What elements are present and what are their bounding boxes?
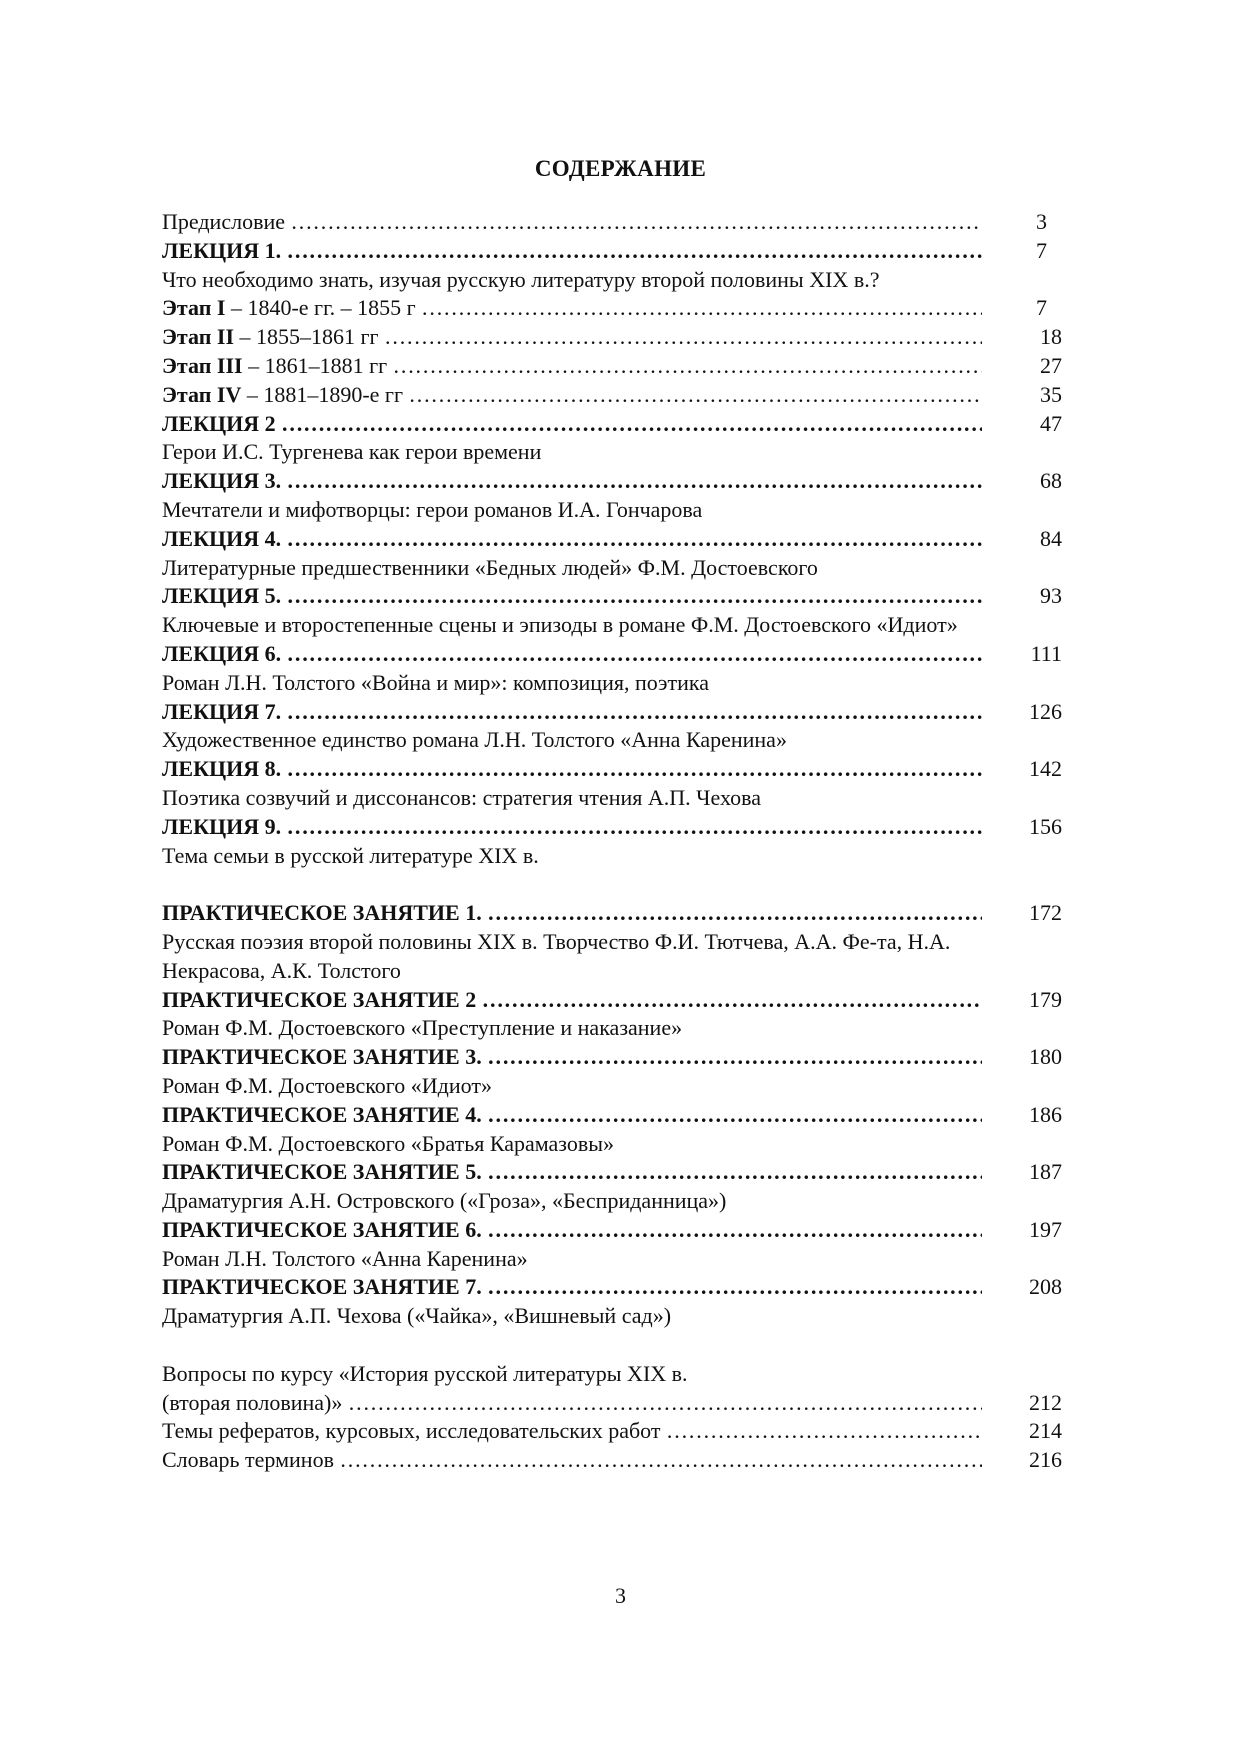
toc-page-number: 3 <box>1036 209 1047 234</box>
toc-entry-lecture-4[interactable] <box>162 525 1062 554</box>
table-of-contents <box>162 208 1062 1475</box>
toc-entry-questions[interactable] <box>162 1389 1062 1418</box>
toc-entry-practice-5[interactable] <box>162 1158 1062 1187</box>
toc-entry-label: ПРАКТИЧЕСКОЕ ЗАНЯТИЕ 7. ………………………………………………………………………………………………………………………………………………………………………………………………… <box>162 1273 982 1302</box>
toc-entry-label: ЛЕКЦИЯ 4. ………………………………………………………………………………………………………………………………………………………………………………………………… <box>162 525 982 554</box>
toc-page-number: 7 <box>1036 295 1047 321</box>
toc-entry-label: Предисловие ………………………………………………………………………………………………………………………………………………………………………………………………… <box>162 208 982 237</box>
toc-entry-subtitle: Что необходимо знать, изучая русскую литературу второй половины XIX в.? <box>162 266 880 292</box>
toc-entry-subtitle: Роман Ф.М. Достоевского «Братья Карамазовы» <box>162 1130 615 1156</box>
toc-entry-label: ПРАКТИЧЕСКОЕ ЗАНЯТИЕ 1. ………………………………………………………………………………………………………………………………………………………………………………………………… <box>162 899 982 928</box>
stage-period: – 1881–1890-е гг <box>241 381 403 407</box>
toc-page-number: 18 <box>1040 324 1062 350</box>
toc-entry-subtitle: Литературные предшественники «Бедных людей» Ф.М. Достоевского <box>162 554 818 580</box>
section-spacer <box>162 1331 1062 1360</box>
toc-entry-subtitle: Художественное единство романа Л.Н. Толстого «Анна Каренина» <box>162 727 787 753</box>
toc-entry-lecture-2[interactable] <box>162 410 1062 439</box>
toc-entry-subtitle: Ключевые и второстепенные сцены и эпизоды в романе Ф.М. Достоевского «Идиот» <box>162 612 958 638</box>
stage-label: Этап IV <box>162 381 242 407</box>
toc-page-number: 172 <box>1029 900 1062 926</box>
toc-entry-lecture-3[interactable] <box>162 467 1062 496</box>
toc-entry-lecture-1[interactable] <box>162 237 1062 266</box>
toc-page-number: 214 <box>1029 1418 1062 1444</box>
stage-period: – 1840-е гг. – 1855 г <box>225 295 416 321</box>
toc-entry-stage-3[interactable] <box>162 352 1062 381</box>
toc-page-number: 111 <box>1030 640 1062 666</box>
toc-entry-stage-1[interactable] <box>162 294 1062 323</box>
toc-entry-label: ЛЕКЦИЯ 5. ………………………………………………………………………………………………………………………………………………………………………………………………… <box>162 582 982 611</box>
toc-entry-subtitle: Роман Л.Н. Толстого «Война и мир»: композиция, поэтика <box>162 669 709 695</box>
toc-entry-lecture-7[interactable] <box>162 698 1062 727</box>
toc-entry-label: ЛЕКЦИЯ 8. ………………………………………………………………………………………………………………………………………………………………………………………………… <box>162 755 982 784</box>
toc-entry-lecture-9[interactable] <box>162 813 1062 842</box>
toc-entry-label: ЛЕКЦИЯ 3. ………………………………………………………………………………………………………………………………………………………………………………………………… <box>162 467 982 496</box>
toc-entry-label: Словарь терминов ………………………………………………………………………………………………………………………………………………………………………………………………… <box>162 1446 982 1475</box>
toc-entry-label: ЛЕКЦИЯ 7. ………………………………………………………………………………………………………………………………………………………………………………………………… <box>162 698 982 727</box>
toc-page-number: 126 <box>1029 698 1062 724</box>
toc-entry-label: Темы рефератов, курсовых, исследовательских работ ………………………………………………………………………………………………………………………………………………………………………………………………… <box>162 1417 982 1446</box>
toc-page-number: 179 <box>1029 986 1062 1012</box>
toc-entry-practice-4[interactable] <box>162 1101 1062 1130</box>
toc-page-number: 186 <box>1029 1101 1062 1127</box>
toc-entry-label: ЛЕКЦИЯ 6. ………………………………………………………………………………………………………………………………………………………………………………………………… <box>162 640 982 669</box>
toc-entry-label: ЛЕКЦИЯ 9. ………………………………………………………………………………………………………………………………………………………………………………………………… <box>162 813 982 842</box>
stage-label: Этап II <box>162 324 235 350</box>
toc-page-number: 84 <box>1040 525 1062 551</box>
toc-entry-lecture-5[interactable] <box>162 582 1062 611</box>
toc-entry-subtitle: Тема семьи в русской литературе XIX в. <box>162 842 539 868</box>
toc-page-number: 156 <box>1029 813 1062 839</box>
toc-entry-subtitle: Драматургия А.П. Чехова («Чайка», «Вишневый сад») <box>162 1303 672 1329</box>
toc-entry-stage-4[interactable] <box>162 381 1062 410</box>
toc-entry-subtitle: Русская поэзия второй половины XIX в. Творчество Ф.И. Тютчева, А.А. Фе-та, Н.А. Некрасова, А.К. Толстого <box>162 928 951 983</box>
toc-entry-subtitle: Поэтика созвучий и диссонансов: стратегия чтения А.П. Чехова <box>162 784 761 810</box>
toc-entry-practice-3[interactable] <box>162 1043 1062 1072</box>
toc-entry-questions-line1: Вопросы по курсу «История русской литературы XIX в. <box>162 1360 688 1386</box>
section-spacer <box>162 870 1062 899</box>
toc-entry-label: ЛЕКЦИЯ 1. ………………………………………………………………………………………………………………………………………………………………………………………………… <box>162 237 982 266</box>
toc-entry-practice-1[interactable] <box>162 899 1062 928</box>
toc-entry-subtitle: Герои И.С. Тургенева как герои времени <box>162 439 542 465</box>
toc-page-number: 180 <box>1029 1044 1062 1070</box>
toc-entry-subtitle: Мечтатели и мифотворцы: герои романов И.А. Гончарова <box>162 496 703 522</box>
toc-entry-glossary[interactable] <box>162 1446 1062 1475</box>
toc-entry-label: ПРАКТИЧЕСКОЕ ЗАНЯТИЕ 6. ………………………………………………………………………………………………………………………………………………………………………………………………… <box>162 1216 982 1245</box>
stage-label: Этап III <box>162 352 243 378</box>
toc-entry-lecture-6[interactable] <box>162 640 1062 669</box>
toc-page-number: 187 <box>1029 1159 1062 1185</box>
toc-entry-preface[interactable] <box>162 208 1062 237</box>
toc-page-number: 68 <box>1040 468 1062 494</box>
toc-page-number: 93 <box>1040 583 1062 609</box>
toc-entry-practice-2[interactable] <box>162 986 1062 1015</box>
toc-entry-topics[interactable] <box>162 1417 1062 1446</box>
page-title: СОДЕРЖАНИЕ <box>534 156 707 181</box>
toc-entry-label: ПРАКТИЧЕСКОЕ ЗАНЯТИЕ 4. ………………………………………………………………………………………………………………………………………………………………………………………………… <box>162 1101 982 1130</box>
toc-page-number: 7 <box>1036 237 1047 263</box>
toc-page-number: 216 <box>1029 1447 1062 1473</box>
toc-page-number: 27 <box>1040 352 1062 378</box>
toc-entry-label: ПРАКТИЧЕСКОЕ ЗАНЯТИЕ 2 ………………………………………………………………………………………………………………………………………………………………………………………………… <box>162 986 982 1015</box>
toc-entry-subtitle: Роман Ф.М. Достоевского «Преступление и наказание» <box>162 1015 683 1041</box>
toc-page-number: 197 <box>1029 1216 1062 1242</box>
stage-period: – 1861–1881 гг <box>242 352 388 378</box>
toc-entry-practice-6[interactable] <box>162 1216 1062 1245</box>
stage-period: – 1855–1861 гг <box>234 324 379 350</box>
stage-label: Этап I <box>162 295 226 321</box>
toc-page-number: 35 <box>1040 381 1062 407</box>
toc-entry-label: (вторая половина)» ………………………………………………………………………………………………………………………………………………………………………………………………… <box>162 1389 982 1418</box>
page-number: 3 <box>615 1583 626 1608</box>
toc-entry-subtitle: Роман Ф.М. Достоевского «Идиот» <box>162 1072 492 1098</box>
toc-entry-stage-2[interactable] <box>162 323 1062 352</box>
toc-entry-label: ПРАКТИЧЕСКОЕ ЗАНЯТИЕ 5. ………………………………………………………………………………………………………………………………………………………………………………………………… <box>162 1158 982 1187</box>
toc-entry-subtitle: Роман Л.Н. Толстого «Анна Каренина» <box>162 1245 528 1271</box>
toc-page-number: 208 <box>1029 1274 1062 1300</box>
toc-entry-label: ЛЕКЦИЯ 2 ………………………………………………………………………………………………………………………………………………………………………………………………… <box>162 410 982 439</box>
toc-entry-label: ПРАКТИЧЕСКОЕ ЗАНЯТИЕ 3. ………………………………………………………………………………………………………………………………………………………………………………………………… <box>162 1043 982 1072</box>
toc-page-number: 212 <box>1029 1389 1062 1415</box>
toc-page-number: 142 <box>1029 756 1062 782</box>
toc-entry-lecture-8[interactable] <box>162 755 1062 784</box>
toc-entry-subtitle: Драматургия А.Н. Островского («Гроза», «Бесприданница») <box>162 1188 727 1214</box>
toc-entry-practice-7[interactable] <box>162 1273 1062 1302</box>
toc-page-number: 47 <box>1040 410 1062 436</box>
